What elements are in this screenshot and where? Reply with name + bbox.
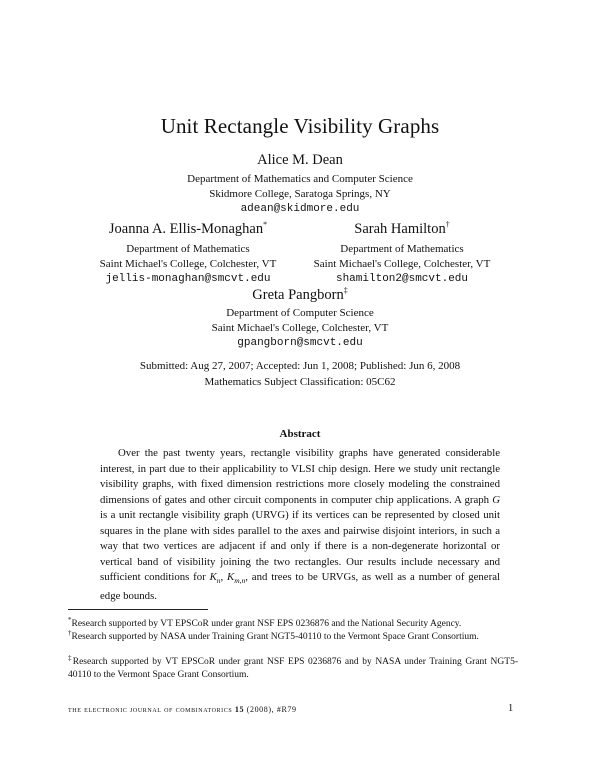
author-email-hamilton: shamilton2@smcvt.edu bbox=[335, 272, 469, 285]
paper-title: Unit Rectangle Visibility Graphs bbox=[160, 114, 440, 138]
author-email-pangborn: gpangborn@smcvt.edu bbox=[237, 337, 363, 349]
footnote-1: *Research supported by VT EPSCoR under grant NSF EPS 0236876 and the National Security Agency. bbox=[68, 616, 462, 630]
author-name-dean: Alice M. Dean bbox=[257, 152, 343, 168]
author-block-hamilton bbox=[282, 220, 522, 287]
author-block-ellis bbox=[68, 220, 308, 287]
abstract-heading: Abstract bbox=[279, 428, 321, 440]
author-affil-hamilton-dept: Department of Mathematics bbox=[340, 242, 464, 255]
abstract-body: Over the past twenty years, rectangle visibility graphs have generated considerable interest, in part due to their applicability to VLSI chip design. Here we study unit rectangle visibility graphs, with fixed dimension restrictions more closely modeling the constrained dimensions of gates and other circuit components in computer chip applications. A graph G is a unit rectangle visibility graph (URVG) if its vertices can be represented by closed unit squares in the plane with sides parallel to the axes and pairwise disjoint interiors, in such a way that two vertices are adjacent if and only if there is a non-degenerate horizontal or vertical band of visibility joining the two rectangles. Our results include necessary and sufficient conditions for $K_n$, $K_{m,n}$, and trees to be URVGs, as well as a number of general edge bounds. bbox=[100, 447, 500, 602]
author-name-hamilton: Sarah Hamilton† bbox=[354, 220, 450, 237]
footnote-mark: ‡ bbox=[343, 286, 348, 295]
author-affil-dean-college: Skidmore College, Saratoga Springs, NY bbox=[209, 188, 391, 200]
msc-line: Mathematics Subject Classification: 05C62 bbox=[204, 376, 396, 388]
journal-footer: the electronic journal of combinatorics 15 (2008), #R79 bbox=[68, 705, 297, 714]
author-affil-ellis-dept: Department of Mathematics bbox=[126, 242, 250, 255]
submission-dates bbox=[0, 358, 600, 390]
dates-line: Submitted: Aug 27, 2007; Accepted: Jun 1, 2008; Published: Jun 6, 2008 bbox=[139, 360, 461, 372]
footnote-2: †Research supported by NASA under Training Grant NGT5-40110 to the Vermont Space Grant Consortium. bbox=[68, 629, 479, 643]
author-affil-pangborn-college: Saint Michael's College, Colchester, VT bbox=[211, 322, 389, 334]
author-affil-pangborn-dept: Department of Computer Science bbox=[226, 307, 374, 319]
author-email-ellis: jellis-monaghan@smcvt.edu bbox=[105, 272, 271, 285]
author-affil-dean-dept: Department of Mathematics and Computer Science bbox=[187, 173, 413, 185]
author-affil-hamilton-college: Saint Michael's College, Colchester, VT bbox=[313, 257, 491, 270]
footnote-mark: † bbox=[445, 220, 450, 229]
author-name-ellis: Joanna A. Ellis-Monaghan* bbox=[108, 220, 268, 237]
footnote-rule bbox=[68, 609, 208, 610]
author-email-dean: adean@skidmore.edu bbox=[240, 203, 360, 215]
author-affil-ellis-college: Saint Michael's College, Colchester, VT bbox=[99, 257, 277, 270]
page-number: 1 bbox=[508, 703, 514, 714]
author-name-pangborn: Greta Pangborn‡ bbox=[252, 286, 348, 303]
footnote-mark: * bbox=[263, 220, 268, 229]
footnote-3: ‡Research supported by VT EPSCoR under grant NSF EPS 0236876 and by NASA under Training Grant NGT5-40110 to the Vermont Space Grant Consortium. bbox=[68, 654, 518, 680]
